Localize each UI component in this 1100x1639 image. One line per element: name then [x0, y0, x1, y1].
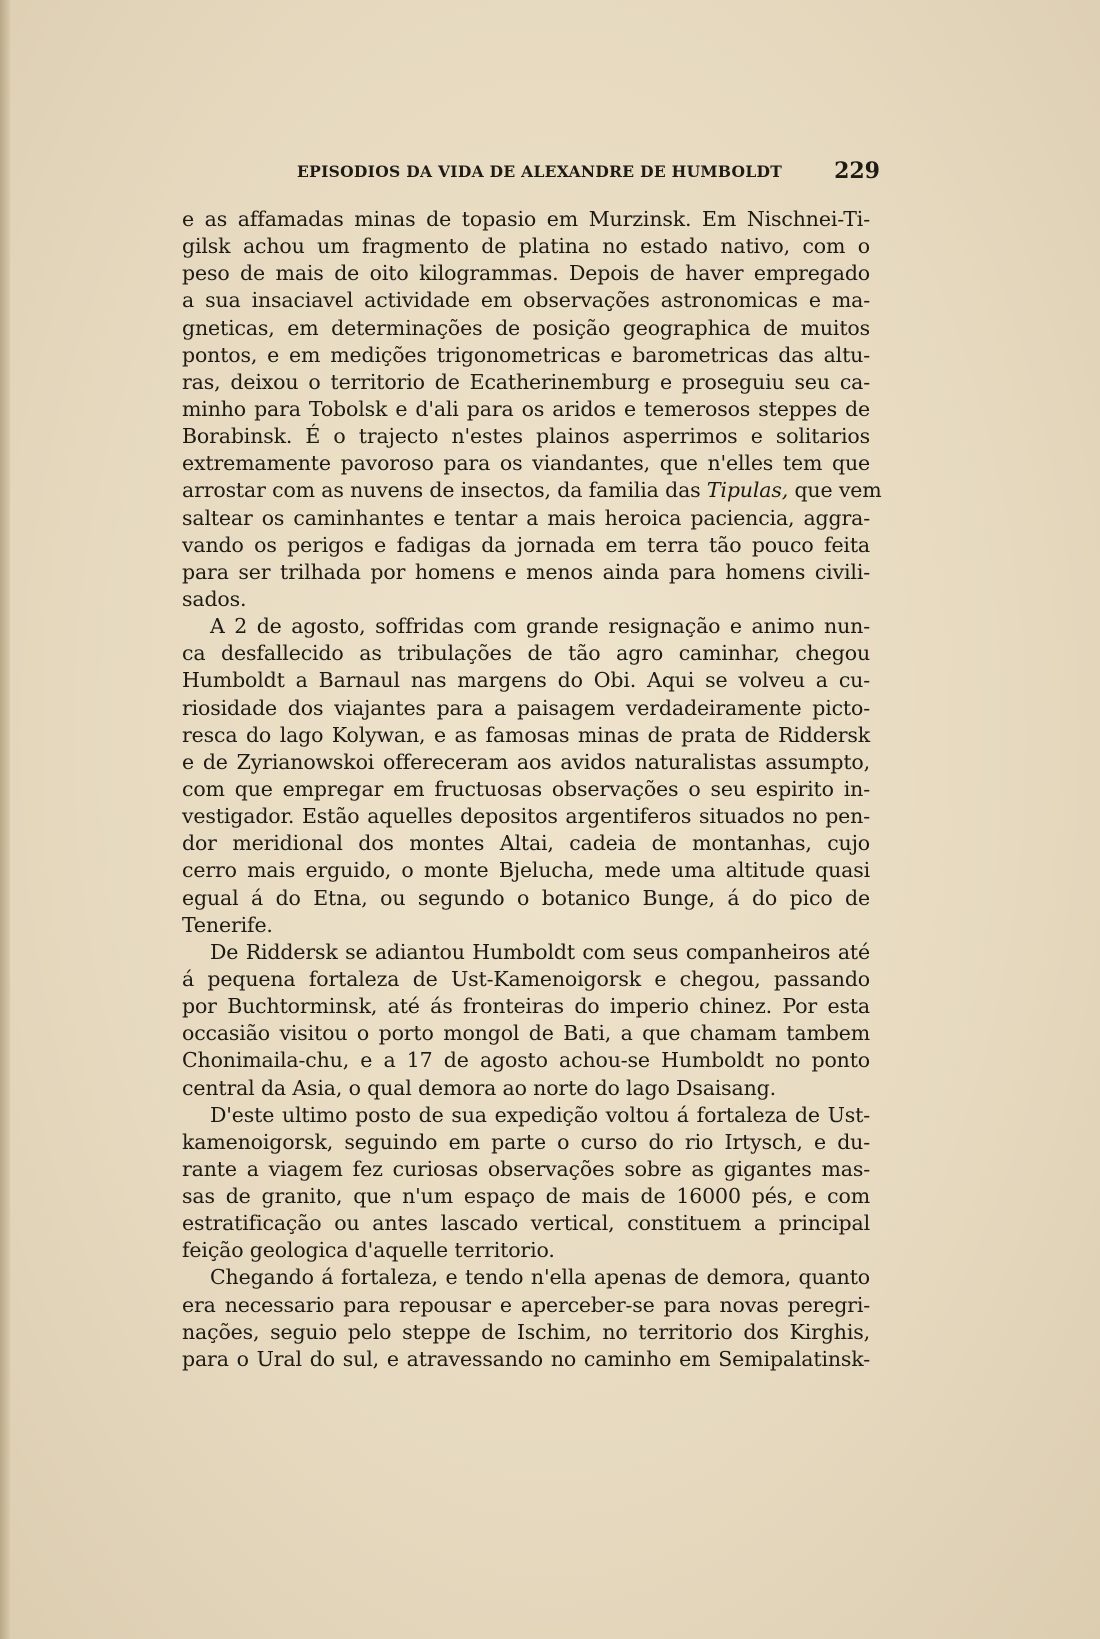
- text-line: dor meridional dos montes Altai, cadeia de montanhas, cujo: [182, 831, 870, 856]
- text-line: pontos, e em medições trigonometricas e barometricas das altu-: [182, 342, 870, 367]
- text-line: D'este ultimo posto de sua expedição voltou á fortaleza de Ust-: [210, 1102, 870, 1127]
- page-number: 229: [834, 158, 880, 184]
- text-line: sados.: [182, 586, 247, 611]
- text-line: para o Ural do sul, e atravessando no caminho em Semipalatinsk-: [182, 1346, 870, 1371]
- text-line: [182, 477, 882, 504]
- text-line: por Buchtorminsk, até ás fronteiras do imperio chinez. Por esta: [182, 994, 870, 1019]
- text-line: nações, seguio pelo steppe de Ischim, no territorio dos Kirghis,: [182, 1319, 870, 1344]
- text-line: Chonimaila-chu, e a 17 de agosto achou-se Humboldt no ponto: [182, 1048, 870, 1073]
- text-line: De Riddersk se adiantou Humboldt com seus companheiros até: [210, 939, 870, 964]
- text-line: egual á do Etna, ou segundo o botanico Bunge, á do pico de: [182, 885, 870, 910]
- text-line: peso de mais de oito kilogrammas. Depois de haver empregado: [182, 261, 870, 286]
- text-line: sas de granito, que n'um espaço de mais de 16000 pés, e com: [182, 1184, 870, 1209]
- text-line: ca desfallecido as tribulações de tão agro caminhar, chegou: [182, 641, 870, 666]
- text-line: Chegando á fortaleza, e tendo n'ella apenas de demora, quanto: [210, 1265, 870, 1290]
- running-head: EPISODIOS DA VIDA DE ALEXANDRE DE HUMBOLDT: [297, 162, 783, 181]
- page-binding-edge: [0, 0, 10, 1639]
- text-line: Borabinsk. É o trajecto n'estes plainos asperrimos e solitarios: [182, 424, 870, 449]
- page-header: [182, 158, 880, 186]
- text-line: com que empregar em fructuosas observações o seu espirito in-: [182, 776, 870, 801]
- text-line: resca do lago Kolywan, e as famosas minas de prata de Riddersk: [182, 722, 870, 747]
- text-line: era necessario para repousar e aperceber-se para novas peregri-: [182, 1292, 870, 1317]
- text-line: A 2 de agosto, soffridas com grande resignação e animo nun-: [210, 614, 870, 639]
- text-line: riosidade dos viajantes para a paisagem verdadeiramente picto-: [182, 695, 870, 720]
- body-text: [182, 206, 882, 1373]
- text-line: vando os perigos e fadigas da jornada em terra tão pouco feita: [182, 532, 870, 557]
- text-line: extremamente pavoroso para os viandantes, que n'elles tem que: [182, 451, 870, 476]
- italic-term: Tipulas,: [706, 478, 789, 503]
- text-line: central da Asia, o qual demora ao norte do lago Dsaisang.: [182, 1075, 777, 1100]
- text-segment: arrostar com as nuvens de insectos, da familia das: [182, 478, 707, 503]
- text-line: estratificação ou antes lascado vertical, constituem a principal: [182, 1211, 870, 1236]
- text-line: cerro mais erguido, o monte Bjelucha, mede uma altitude quasi: [182, 858, 870, 883]
- text-line: gneticas, em determinações de posição geographica de muitos: [182, 315, 870, 340]
- text-line: occasião visitou o porto mongol de Bati, a que chamam tambem: [182, 1021, 870, 1046]
- text-line: e as affamadas minas de topasio em Murzinsk. Em Nischnei-Ti-: [182, 207, 870, 231]
- text-line: a sua insaciavel actividade em observações astronomicas e ma-: [182, 288, 870, 313]
- text-line: para ser trilhada por homens e menos ainda para homens civili-: [182, 559, 870, 584]
- text-line: gilsk achou um fragmento de platina no estado nativo, com o: [182, 234, 870, 259]
- text-line: Tenerife.: [182, 912, 273, 937]
- text-line: kamenoigorsk, seguindo em parte o curso do rio Irtysch, e du-: [182, 1129, 870, 1154]
- text-line: ras, deixou o territorio de Ecatherinemburg e proseguiu seu ca-: [182, 369, 870, 394]
- text-line: minho para Tobolsk e d'ali para os aridos e temerosos steppes de: [182, 396, 870, 421]
- text-line: á pequena fortaleza de Ust-Kamenoigorsk e chegou, passando: [182, 966, 870, 991]
- text-line: e de Zyrianowskoi offereceram aos avidos naturalistas assumpto,: [182, 749, 870, 774]
- text-line: saltear os caminhantes e tentar a mais heroica paciencia, aggra-: [182, 505, 870, 530]
- text-line: feição geologica d'aquelle territorio.: [182, 1238, 555, 1263]
- text-line: Humboldt a Barnaul nas margens do Obi. Aqui se volveu a cu-: [182, 668, 870, 693]
- text-line: vestigador. Estão aquelles depositos argentiferos situados no pen-: [182, 804, 870, 829]
- text-line: rante a viagem fez curiosas observações sobre as gigantes mas-: [182, 1156, 870, 1181]
- text-segment: que vem: [788, 478, 882, 503]
